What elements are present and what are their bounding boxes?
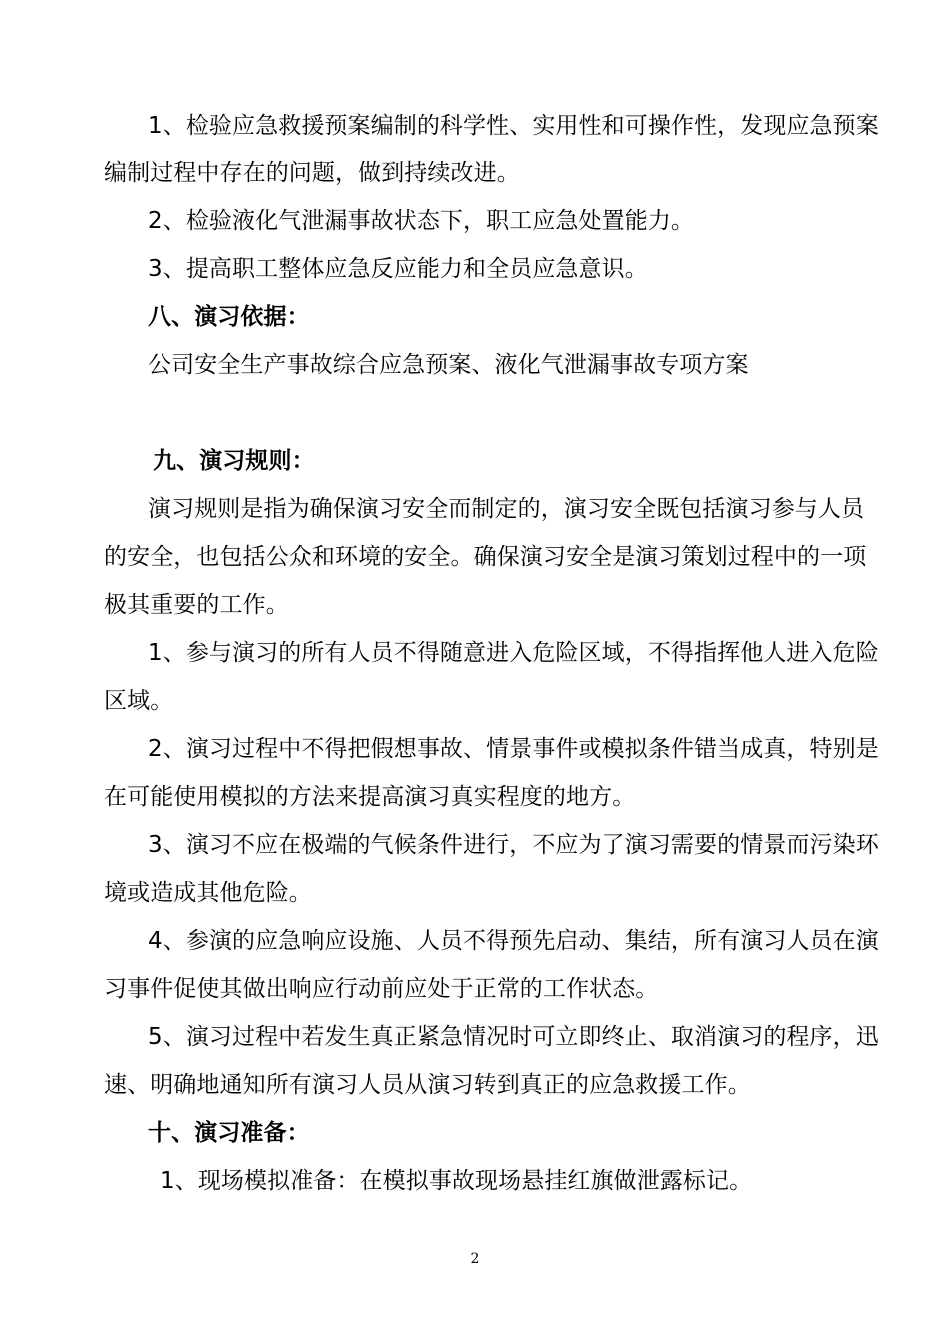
rule-4-line-1: 4、参演的应急响应设施、人员不得预先启动、集结，所有演习人员在演 xyxy=(148,928,879,954)
rule-3-line-1: 3、演习不应在极端的气候条件进行，不应为了演习需要的情景而污染环 xyxy=(148,832,879,858)
rule-1-line-1: 1、参与演习的所有人员不得随意进入危险区域，不得指挥他人进入危险 xyxy=(148,640,879,666)
section-10-heading: 十、演习准备： xyxy=(148,1120,310,1146)
rule-4-line-2: 习事件促使其做出响应行动前应处于正常的工作状态。 xyxy=(104,976,659,1002)
section-9-intro-line-2: 的安全，也包括公众和环境的安全。确保演习安全是演习策划过程中的一项 xyxy=(104,544,867,570)
rule-2-line-1: 2、演习过程中不得把假想事故、情景事件或模拟条件错当成真，特别是 xyxy=(148,736,879,762)
rule-1-line-2: 区域。 xyxy=(104,688,174,714)
objective-3: 3、提高职工整体应急反应能力和全员应急意识。 xyxy=(148,256,648,282)
section-8-body: 公司安全生产事故综合应急预案、液化气泄漏事故专项方案 xyxy=(148,352,749,378)
rule-5-line-1: 5、演习过程中若发生真正紧急情况时可立即终止、取消演习的程序，迅 xyxy=(148,1024,879,1050)
section-9-intro-line-3: 极其重要的工作。 xyxy=(104,592,289,618)
section-9-heading: 九、演习规则： xyxy=(153,448,315,474)
section-8-heading: 八、演习依据： xyxy=(148,304,310,330)
objective-2: 2、检验液化气泄漏事故状态下，职工应急处置能力。 xyxy=(148,208,695,234)
rule-5-line-2: 速、明确地通知所有演习人员从演习转到真正的应急救援工作。 xyxy=(104,1072,751,1098)
section-9-intro-line-1: 演习规则是指为确保演习安全而制定的，演习安全既包括演习参与人员 xyxy=(148,496,865,522)
objective-1-line-1: 1、检验应急救援预案编制的科学性、实用性和可操作性，发现应急预案 xyxy=(148,113,879,139)
objective-1-line-2: 编制过程中存在的问题，做到持续改进。 xyxy=(104,160,520,186)
rule-3-line-2: 境或造成其他危险。 xyxy=(104,880,312,906)
section-10-item-1: 1、现场模拟准备：在模拟事故现场悬挂红旗做泄露标记。 xyxy=(160,1168,753,1194)
rule-2-line-2: 在可能使用模拟的方法来提高演习真实程度的地方。 xyxy=(104,784,636,810)
page-number: 2 xyxy=(470,1251,480,1267)
